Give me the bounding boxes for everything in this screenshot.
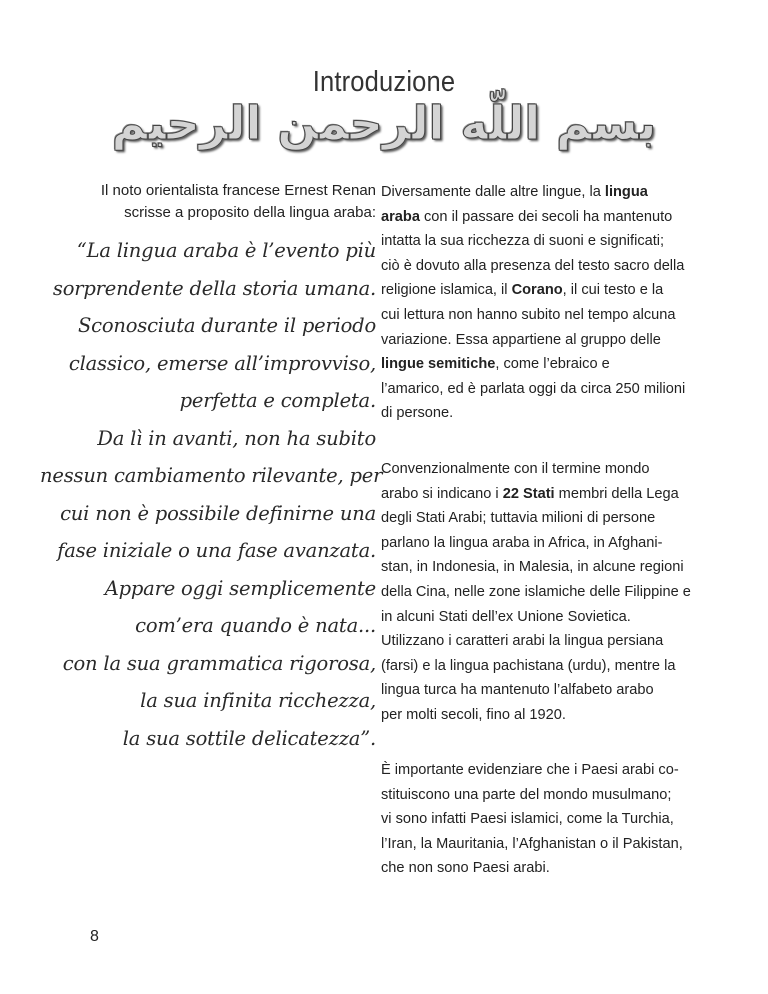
paragraph-line: variazione. Essa appartiene al gruppo delle — [381, 331, 661, 348]
paragraph-line: (farsi) e la lingua pachistana (urdu), mentre la — [381, 657, 676, 674]
paragraph-line: arabo si indicano i 22 Stati membri della Lega — [381, 485, 679, 502]
paragraph-arabic-language — [381, 180, 701, 426]
paragraph-line: l’amarico, ed è parlata oggi da circa 250 milioni — [381, 380, 686, 397]
bold-term: 22 Stati — [502, 485, 555, 502]
arabic-basmala-heading: بسم اللّه الرحمن الرحيم — [111, 96, 657, 150]
quote-line: fase iniziale o una fase avanzata. — [57, 539, 376, 562]
quote-line: classico, emerse all’improvviso, — [68, 351, 376, 375]
quote-line: Appare oggi semplicemente — [104, 576, 376, 600]
paragraph-line: parlano la lingua araba in Africa, in Afghani- — [381, 534, 663, 551]
paragraph-line: Utilizzano i caratteri arabi la lingua persiana — [381, 633, 664, 650]
page-title: Introduzione — [312, 66, 456, 98]
paragraph-line: intatta la sua ricchezza di suoni e significati; — [381, 233, 665, 250]
paragraph-line: degli Stati Arabi; tuttavia milioni di persone — [381, 510, 656, 527]
quote-line: com’era quando è nata... — [135, 614, 376, 637]
quote-line: “La lingua araba è l’evento più — [76, 239, 376, 262]
renan-quote — [40, 232, 383, 757]
paragraph-line: araba con il passare dei secoli ha mantenuto — [381, 208, 673, 225]
paragraph-line: l’Iran, la Mauritania, l’Afghanistan o il Pakistan, — [381, 835, 683, 852]
paragraph-line: stan, in Indonesia, in Malesia, in alcune regioni — [381, 559, 684, 576]
quote-line: cui non è possibile definirne una — [60, 501, 376, 525]
bold-term: Corano — [511, 282, 563, 299]
quote-line: la sua infinita ricchezza, — [140, 689, 376, 712]
intro-line: Il noto orientalista francese Ernest Renan — [100, 182, 376, 199]
paragraph-line: di persone. — [381, 405, 454, 422]
paragraph-line: lingua turca ha mantenuto l’alfabeto arabo — [381, 682, 654, 699]
paragraph-line: della Cina, nelle zone islamiche delle Filippine e — [381, 583, 691, 600]
paragraph-arab-world — [381, 457, 701, 728]
page-number: 8 — [90, 928, 99, 945]
quote-line: la sua sottile delicatezza”. — [122, 726, 376, 750]
quote-line: nessun cambiamento rilevante, per — [40, 464, 383, 487]
paragraph-line: ciò è dovuto alla presenza del testo sacro della — [381, 257, 685, 274]
quote-line: con la sua grammatica rigorosa, — [62, 651, 376, 675]
quote-line: perfetta e completa. — [179, 389, 376, 412]
paragraph-line: in alcuni Stati dell’ex Unione Sovietica. — [381, 608, 631, 625]
paragraph-line: religione islamica, il Corano, il cui testo e la — [381, 282, 664, 299]
quote-line: Sconosciuta durante il periodo — [77, 314, 376, 337]
paragraph-line: per molti secoli, fino al 1920. — [381, 706, 566, 723]
paragraph-line: che non sono Paesi arabi. — [381, 860, 550, 877]
paragraph-muslim-world — [381, 758, 701, 881]
quote-line: Da lì in avanti, non ha subito — [97, 426, 376, 450]
intro-line: scrisse a proposito della lingua araba: — [124, 204, 376, 221]
bold-term: lingue semitiche — [381, 356, 496, 373]
paragraph-line: vi sono infatti Paesi islamici, come la Turchia, — [381, 811, 674, 828]
paragraph-line: È importante evidenziare che i Paesi arabi co- — [381, 762, 679, 778]
quote-line: sorprendente della storia umana. — [52, 276, 376, 300]
bold-term: lingua — [604, 184, 648, 200]
left-intro-text — [40, 180, 376, 224]
paragraph-line: Diversamente dalle altre lingue, la lingua — [381, 184, 648, 200]
paragraph-line: lingue semitiche, come l’ebraico e — [381, 356, 610, 373]
bold-term: araba — [381, 208, 420, 225]
paragraph-line: stituiscono una parte del mondo musulmano; — [381, 786, 672, 803]
paragraph-line: cui lettura non hanno subito nel tempo alcuna — [381, 306, 676, 323]
paragraph-line: Convenzionalmente con il termine mondo — [381, 461, 650, 477]
